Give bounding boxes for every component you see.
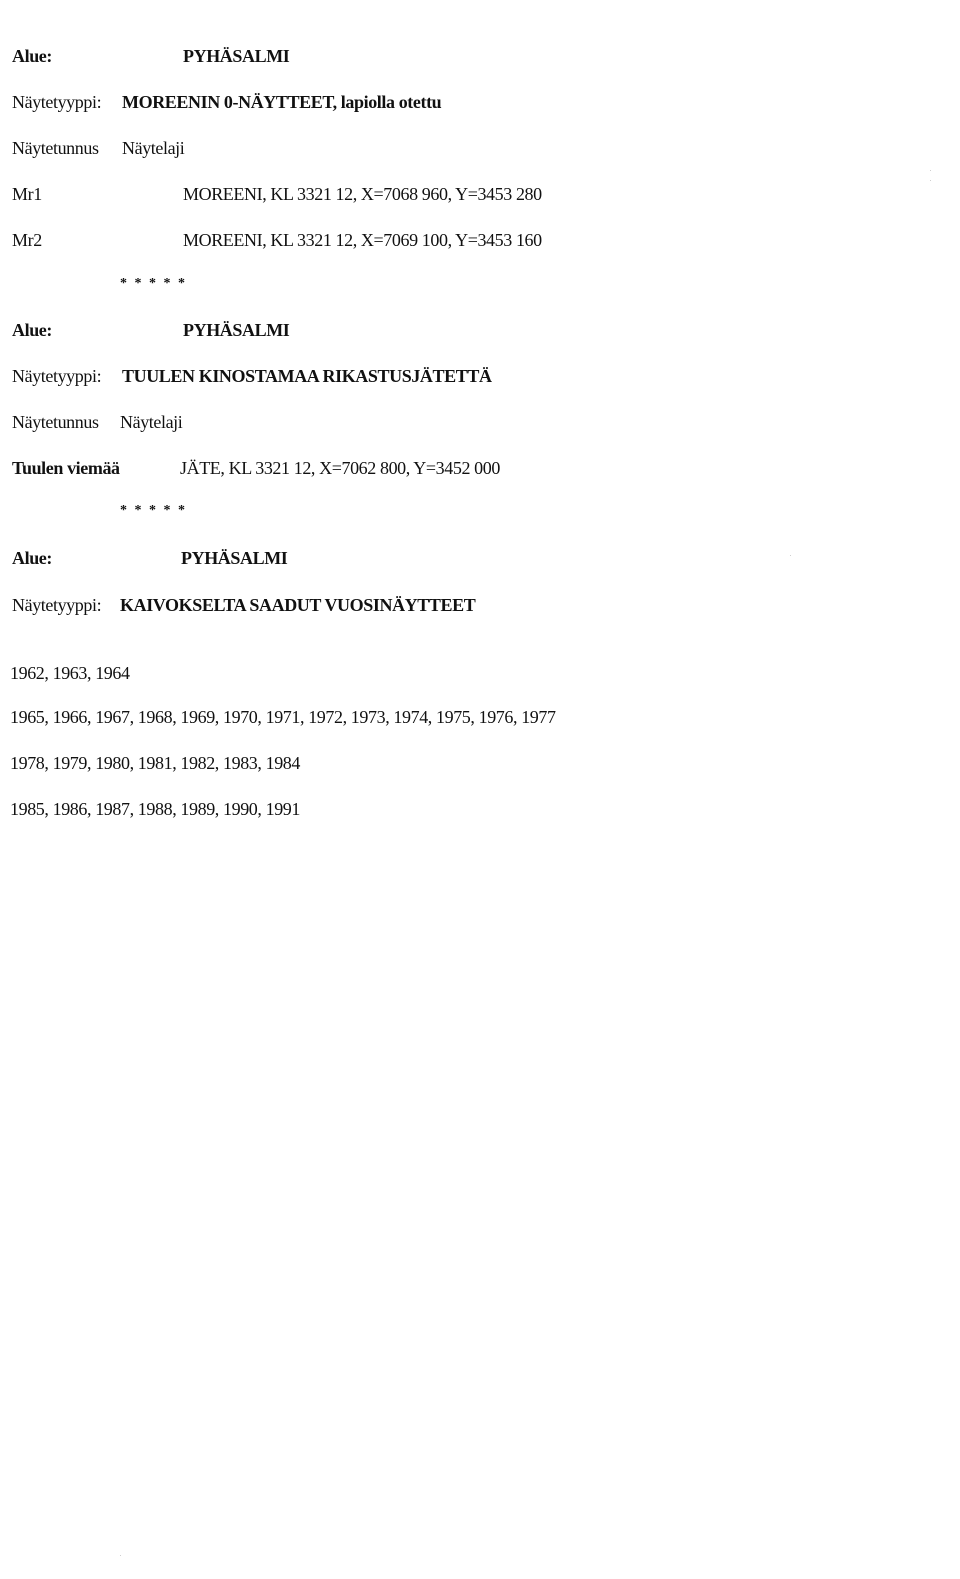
- sample-code: Mr2: [12, 230, 42, 250]
- sample-type-label: Näytetyyppi:: [12, 92, 102, 112]
- sample-code: Mr1: [12, 184, 42, 204]
- scan-speck: [930, 170, 931, 171]
- sample-type-label: Näytetyyppi:: [12, 366, 102, 386]
- column-header-sample-code: Näytetunnus: [12, 138, 99, 158]
- scan-speck: [930, 180, 931, 181]
- scan-speck: [120, 1555, 121, 1556]
- sample-code: Tuulen viemää: [12, 458, 120, 478]
- area-label: Alue:: [12, 46, 52, 66]
- sample-type-label: Näytetyyppi:: [12, 595, 102, 615]
- sample-description: MOREENI, KL 3321 12, X=7069 100, Y=3453 160: [183, 230, 542, 250]
- sample-description: JÄTE, KL 3321 12, X=7062 800, Y=3452 000: [180, 458, 500, 478]
- year-list-line: 1978, 1979, 1980, 1981, 1982, 1983, 1984: [10, 753, 301, 773]
- year-list-line: 1962, 1963, 1964: [10, 663, 130, 683]
- year-list-line: 1965, 1966, 1967, 1968, 1969, 1970, 1971, 1972, 1973, 1974, 1975, 1976, 1977: [10, 707, 556, 727]
- column-header-sample-kind: Näytelaji: [120, 412, 183, 432]
- scan-speck: [790, 555, 791, 556]
- year-list-line: 1985, 1986, 1987, 1988, 1989, 1990, 1991: [10, 799, 301, 819]
- area-value: PYHÄSALMI: [181, 548, 288, 568]
- sample-description: MOREENI, KL 3321 12, X=7068 960, Y=3453 280: [183, 184, 542, 204]
- section-separator: * * * * *: [120, 503, 187, 518]
- section-separator: * * * * *: [120, 276, 187, 291]
- sample-type-value: KAIVOKSELTA SAADUT VUOSINÄYTTEET: [120, 595, 476, 615]
- sample-type-value: TUULEN KINOSTAMAA RIKASTUSJÄTETTÄ: [122, 366, 492, 386]
- area-value: PYHÄSALMI: [183, 320, 290, 340]
- column-header-sample-kind: Näytelaji: [122, 138, 185, 158]
- area-value: PYHÄSALMI: [183, 46, 290, 66]
- column-header-sample-code: Näytetunnus: [12, 412, 99, 432]
- area-label: Alue:: [12, 320, 52, 340]
- sample-type-value: MOREENIN 0-NÄYTTEET, lapiolla otettu: [122, 92, 442, 112]
- area-label: Alue:: [12, 548, 52, 568]
